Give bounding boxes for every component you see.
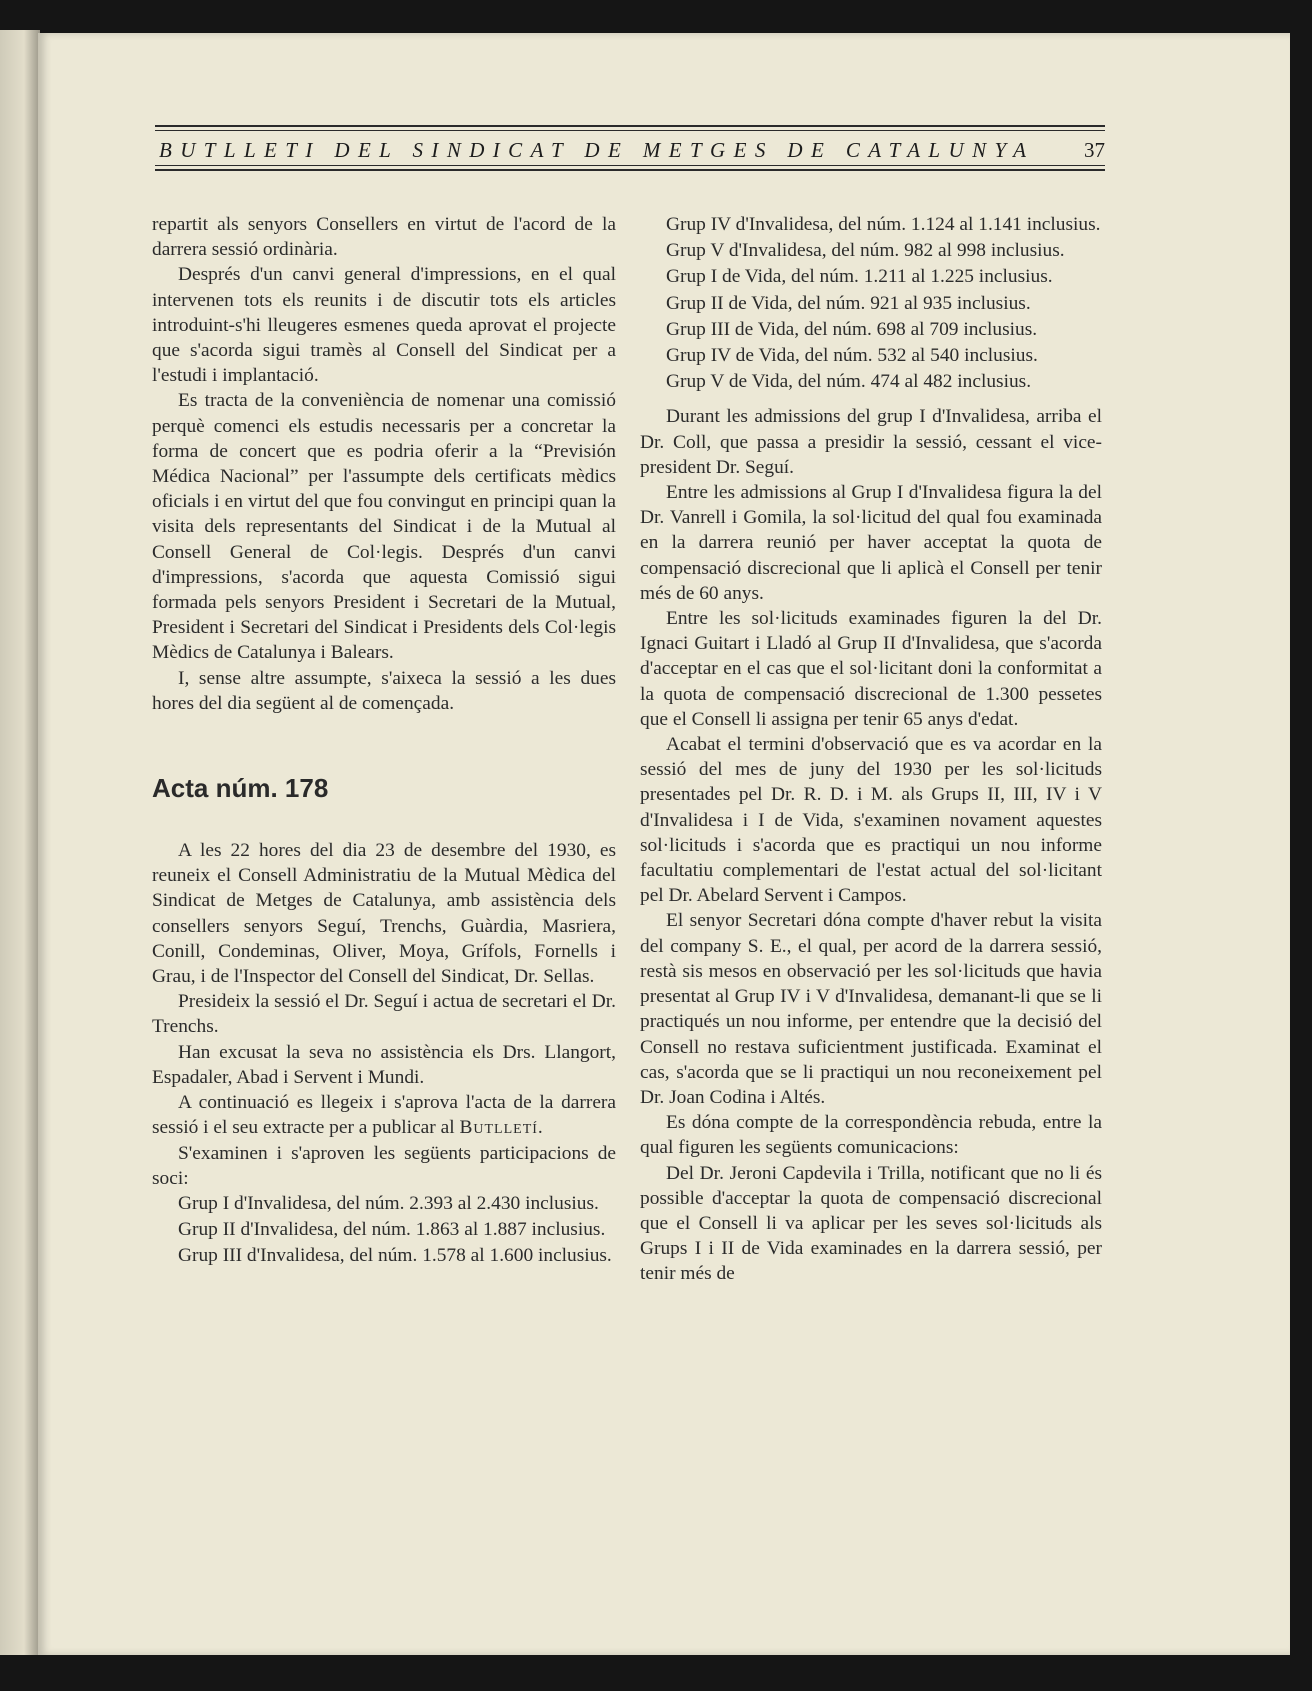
group-entry: Grup IV d'Invalidesa, del núm. 1.124 al 1.141 inclusius. bbox=[666, 214, 1101, 235]
paragraph: Es tracta de la conveniència de nomenar una comissió perquè comenci els estudis necessaris per a concretar la forma de concert que es podria oferir a la “Previsión Médica Nacional” per l'assumpte dels certificats mèdics oficials i en virtut del que fou convingut en principi quan la visita dels representants del Sindicat i de la Mutual al Consell General de Col·legis. Després d'un canvi d'impressions, s'acorda que aquesta Comissió sigui formada pels senyors President i Secretari de la Mutual, President i Secretari del Sindicat i Presidents dels Col·legis Mèdics de Catalunya i Balears. bbox=[152, 390, 616, 664]
paragraph: El senyor Secretari dóna compte d'haver rebut la visita del company S. E., el qual, per acord de la darrera sessió, restà sis mesos en observació per les sol·licituds que havia presentat al Grup IV i V d'Invalidesa, demanant-li que se li practiqués un nou informe, per entendre que la decisió del Consell no restava suficientment justificada. Examinat el cas, s'acorda que se li practiqui un nou reconeixement pel Dr. Joan Codina i Altés. bbox=[640, 910, 1102, 1108]
previous-page-edge bbox=[0, 30, 40, 1655]
left-column bbox=[152, 212, 616, 1270]
journal-name-smallcaps: Butlletí. bbox=[459, 1117, 544, 1139]
paragraph: Entre les admissions al Grup I d'Invalidesa figura la del Dr. Vanrell i Gomila, la sol·licitud del qual fou examinada en la darrera reunió per haver acceptat la quota de compensació discrecional que li aplicà el Consell per tenir més de 60 anys. bbox=[640, 482, 1102, 604]
paragraph: Entre les sol·licituds examinades figuren la del Dr. Ignaci Guitart i Lladó al Grup II d'Invalidesa, que s'acorda d'acceptar en el cas que el sol·licitant doni la conformitat a la quota de compensació discrecional de 1.300 pessetes que el Consell li assigna per tenir 65 anys d'edat. bbox=[640, 608, 1102, 730]
paragraph: Després d'un canvi general d'impressions, en el qual intervenen tots els reunits i de discutir tots els articles introduint-s'hi lleugeres esmenes queda aprovat el projecte que s'acorda sigui tramès al Consell del Sindicat per a l'estudi i implantació. bbox=[152, 264, 616, 387]
paragraph bbox=[152, 1090, 616, 1140]
header-rule bbox=[155, 165, 1105, 166]
paragraph: Presideix la sessió el Dr. Seguí i actua de secretari el Dr. Trenchs. bbox=[152, 991, 616, 1038]
journal-title: BUTLLETI DEL SINDICAT DE METGES DE CATALUNYA bbox=[159, 138, 1035, 162]
paragraph: Del Dr. Jeroni Capdevila i Trilla, notificant que no li és possible d'acceptar la quota de compensació discrecional que el Consell li va aplicar per les seves sol·licituds als Grups I i II de Vida examinades en la darrera sessió, per tenir més de bbox=[640, 1162, 1102, 1285]
group-entry: Grup III de Vida, del núm. 698 al 709 inclusius. bbox=[666, 318, 1038, 340]
paragraph: S'examinen i s'aproven les següents participacions de soci: bbox=[152, 1142, 616, 1189]
paragraph: Durant les admissions del grup I d'Invalidesa, arriba el Dr. Coll, que passa a presidir la sessió, cessant el vice-president Dr. Seguí. bbox=[640, 406, 1102, 478]
paragraph: Es dóna compte de la correspondència rebuda, entre la qual figuren les següents comunicacions: bbox=[640, 1112, 1102, 1159]
right-column bbox=[640, 212, 1102, 1287]
paragraph: I, sense altre assumpte, s'aixeca la sessió a les dues hores del dia següent al de començada. bbox=[152, 667, 616, 714]
paragraph: Han excusat la seva no assistència els Drs. Llangort, Espadaler, Abad i Servent i Mundi. bbox=[152, 1041, 616, 1088]
group-entry: Grup II d'Invalidesa, del núm. 1.863 al 1.887 inclusius. bbox=[178, 1219, 606, 1241]
page-number: 37 bbox=[1084, 138, 1105, 162]
paragraph: repartit als senyors Consellers en virtut de l'acord de la darrera sessió ordinària. bbox=[152, 214, 616, 261]
paragraph-text: A continuació es llegeix i s'aprova l'acta de la darrera sessió i el seu extracte per a publicar al bbox=[152, 1092, 616, 1139]
group-entry: Grup I de Vida, del núm. 1.211 al 1.225 inclusius. bbox=[666, 266, 1053, 288]
running-header bbox=[155, 125, 1105, 163]
group-entry: Grup III d'Invalidesa, del núm. 1.578 al 1.600 inclusius. bbox=[178, 1245, 612, 1267]
header-rule bbox=[155, 169, 1105, 171]
paragraph: A les 22 hores del dia 23 de desembre del 1930, es reuneix el Consell Administratiu de la Mutual Mèdica del Sindicat de Metges de Catalunya, amb assistència dels consellers senyors Seguí, Trenchs, Guàrdia, Masriera, Conill, Condeminas, Oliver, Moya, Grífols, Fornells i Grau, i de l'Inspector del Consell del Sindicat, Dr. Sellas. bbox=[152, 840, 616, 988]
group-entry: Grup V de Vida, del núm. 474 al 482 inclusius. bbox=[666, 371, 1032, 393]
header-rule bbox=[155, 130, 1105, 131]
paragraph: Acabat el termini d'observació que es va acordar en la sessió del mes de juny del 1930 per les sol·licituds presentades pel Dr. R. D. i M. als Grups II, III, IV i V d'Invalidesa i I de Vida, s'examinen novament aquestes sol·licituds i s'acorda que es practiqui un nou informe facultatiu complementari de l'estat actual del sol·licitant pel Dr. Abelard Servent i Campos. bbox=[640, 734, 1102, 907]
group-entry: Grup I d'Invalidesa, del núm. 2.393 al 2.430 inclusius. bbox=[178, 1192, 599, 1214]
group-entry: Grup IV de Vida, del núm. 532 al 540 inclusius. bbox=[666, 345, 1038, 367]
header-rule bbox=[155, 125, 1105, 127]
group-entry: Grup V d'Invalidesa, del núm. 982 al 998 inclusius. bbox=[666, 240, 1065, 262]
group-entry: Grup II de Vida, del núm. 921 al 935 inclusius. bbox=[666, 292, 1031, 314]
section-heading: Acta núm. 178 bbox=[152, 773, 329, 804]
